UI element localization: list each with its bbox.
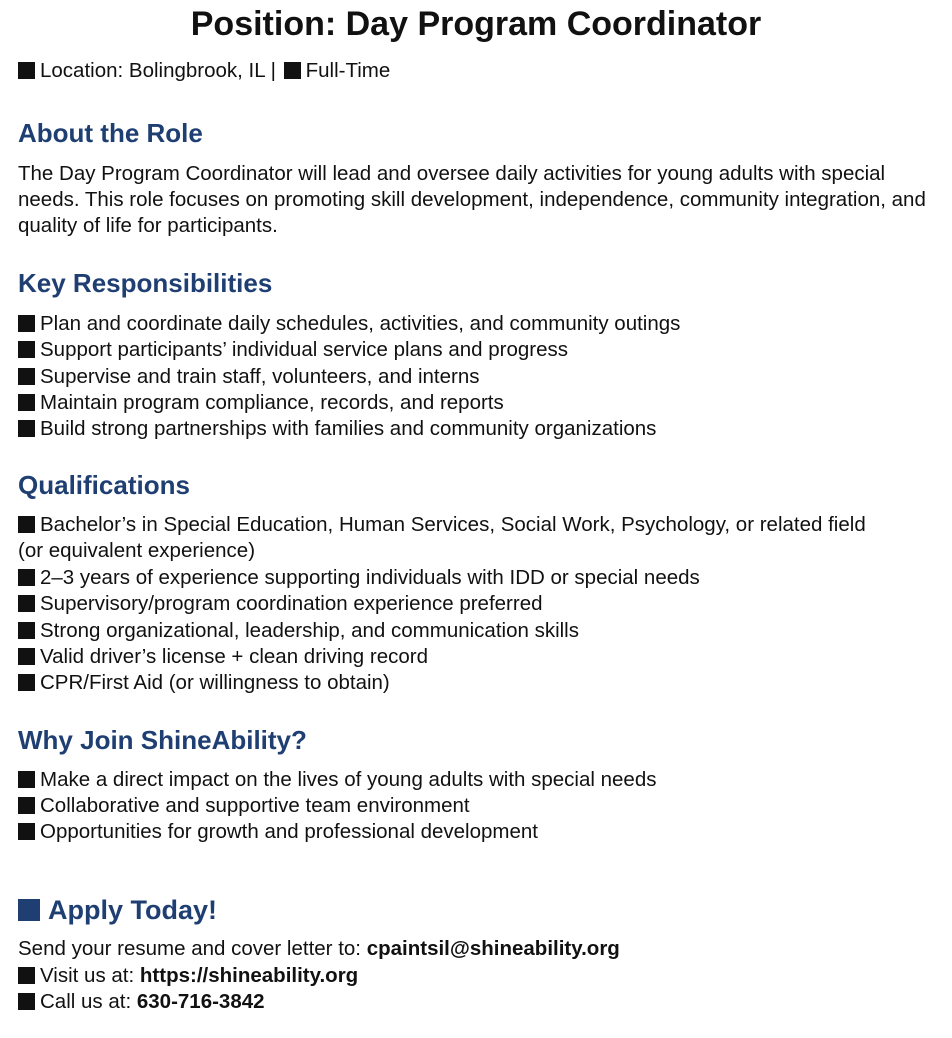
- bullet-square-icon: [18, 595, 35, 612]
- about-text: The Day Program Coordinator will lead and oversee daily activities for young adults with special needs. This role focuses on promoting skill development, independence, community integration, and quality of life for participants.: [18, 162, 926, 237]
- qualifications-heading: Qualifications: [18, 470, 190, 500]
- list-item: Opportunities for growth and professional development: [18, 819, 538, 845]
- bullet-square-icon: [18, 315, 35, 332]
- list-item-continuation: (or equivalent experience): [18, 539, 256, 562]
- list-item: Bachelor’s in Special Education, Human Services, Social Work, Psychology, or related field: [18, 512, 866, 538]
- list-item: Build strong partnerships with families and community organizations: [18, 416, 656, 442]
- bullet-square-icon: [18, 648, 35, 665]
- website-link[interactable]: https://shineability.org: [139, 964, 359, 987]
- bullet-square-icon: [18, 420, 35, 437]
- bullet-square-icon: [18, 516, 35, 533]
- phone-link[interactable]: 630-716-3842: [136, 990, 265, 1013]
- bullet-square-icon: [18, 993, 35, 1010]
- bullet-square-icon: [18, 823, 35, 840]
- bullet-square-icon: [284, 62, 301, 79]
- bullet-square-icon: [18, 797, 35, 814]
- bullet-square-icon: [18, 341, 35, 358]
- list-item: CPR/First Aid (or willingness to obtain): [18, 670, 390, 696]
- apply-send-line: Send your resume and cover letter to: cpaintsil@shineability.org: [18, 937, 620, 960]
- employment-type: Full-Time: [305, 59, 391, 82]
- contact-email-link[interactable]: cpaintsil@shineability.org: [366, 937, 620, 960]
- list-item: Plan and coordinate daily schedules, activities, and community outings: [18, 311, 680, 337]
- list-item: 2–3 years of experience supporting individuals with IDD or special needs: [18, 565, 700, 591]
- bullet-square-icon: [18, 899, 40, 921]
- page-title: Position: Day Program Coordinator: [190, 5, 762, 43]
- why-join-heading: Why Join ShineAbility?: [18, 725, 307, 755]
- bullet-square-icon: [18, 771, 35, 788]
- list-item: Supervise and train staff, volunteers, and interns: [18, 364, 480, 390]
- location-text: Location: Bolingbrook, IL |: [40, 59, 276, 82]
- responsibilities-heading: Key Responsibilities: [18, 268, 273, 298]
- bullet-square-icon: [18, 674, 35, 691]
- bullet-square-icon: [18, 62, 35, 79]
- apply-visit-line: Visit us at: https://shineability.org: [18, 963, 358, 989]
- list-item: Valid driver’s license + clean driving record: [18, 644, 428, 670]
- location-line: [18, 58, 390, 84]
- bullet-square-icon: [18, 368, 35, 385]
- list-item: Support participants’ individual service plans and progress: [18, 337, 568, 363]
- list-item: Make a direct impact on the lives of young adults with special needs: [18, 767, 656, 793]
- list-item: Collaborative and supportive team environment: [18, 793, 470, 819]
- bullet-square-icon: [18, 967, 35, 984]
- apply-call-line: Call us at: 630-716-3842: [18, 989, 265, 1015]
- bullet-square-icon: [18, 569, 35, 586]
- about-heading: About the Role: [18, 118, 203, 148]
- apply-heading: Apply Today!: [18, 893, 217, 927]
- list-item: Supervisory/program coordination experience preferred: [18, 591, 543, 617]
- bullet-square-icon: [18, 394, 35, 411]
- list-item: Maintain program compliance, records, and reports: [18, 390, 504, 416]
- bullet-square-icon: [18, 622, 35, 639]
- list-item: Strong organizational, leadership, and communication skills: [18, 618, 579, 644]
